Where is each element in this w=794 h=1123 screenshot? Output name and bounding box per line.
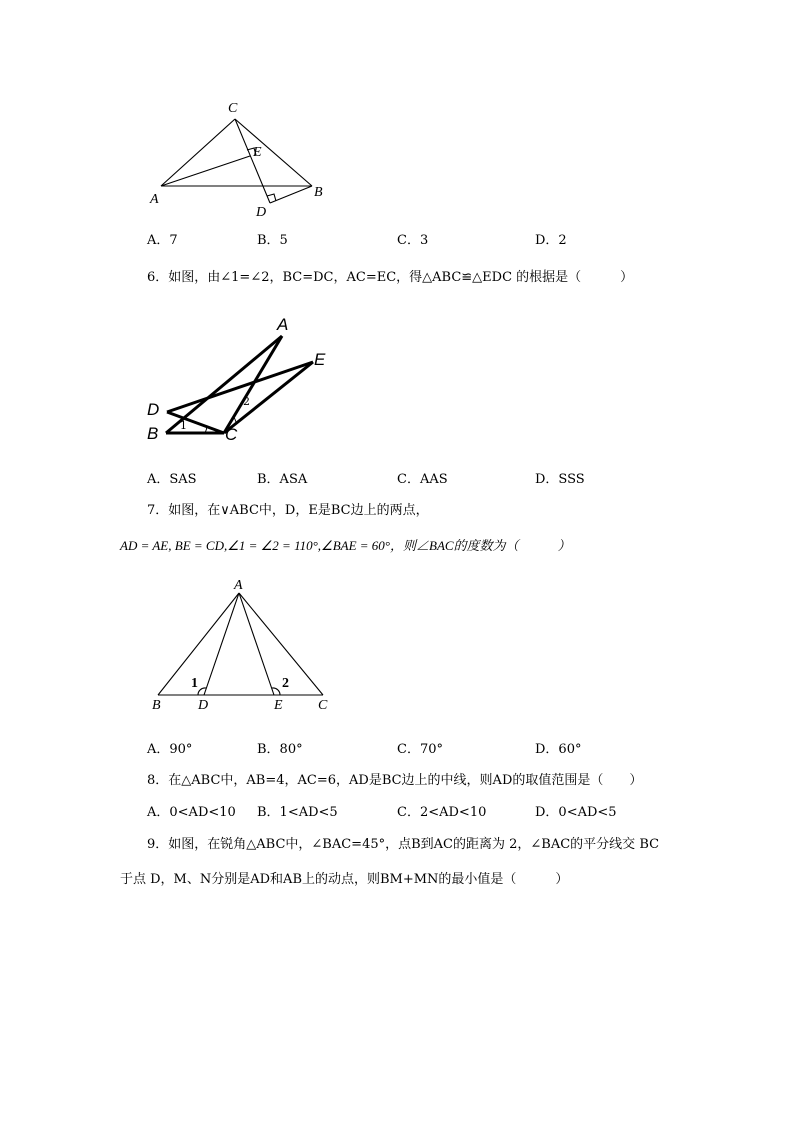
label-angle-2: 2	[243, 395, 250, 408]
option-b: B．ASA	[257, 472, 308, 487]
label-angle-1: 1	[180, 419, 187, 432]
label-point-a: A	[234, 578, 243, 593]
option-c: C．2<AD<10	[397, 805, 487, 820]
option-d: D．60°	[535, 742, 582, 757]
label-point-d: D	[198, 698, 209, 713]
question-9-line1: 9．如图，在锐角△ABC中，∠BAC=45°，点B到AC的距离为 2，∠BAC的平分线交 BC	[147, 837, 660, 852]
label-point-b: B	[147, 424, 159, 443]
option-d: D．SSS	[535, 472, 585, 487]
label-point-e: E	[314, 350, 326, 369]
label-point-c: C	[318, 698, 328, 713]
label-point-e: E	[274, 698, 283, 713]
question-7-line1: 7．如图，在∨ABC中，D，E是BC边上的两点，	[147, 503, 429, 518]
question-9-line2: 于点 D，M、N分别是AD和AB上的动点，则BM+MN的最小值是（ ）	[120, 872, 569, 887]
label-point-a: A	[277, 315, 289, 334]
option-b: B．80°	[257, 742, 303, 757]
option-b: B．1<AD<5	[257, 805, 338, 820]
label-angle-1: 1	[191, 676, 198, 691]
label-point-b: B	[314, 185, 323, 200]
label-point-c: C	[228, 101, 238, 116]
label-point-b: B	[152, 698, 161, 713]
option-c: C．70°	[397, 742, 443, 757]
option-a: A．7	[147, 233, 178, 248]
option-a: A．90°	[147, 742, 193, 757]
question-7-line2: AD = AE, BE = CD,∠1 = ∠2 = 110°,∠BAE = 60°，则∠BAC的度数为（ ）	[120, 538, 571, 553]
option-d: D．2	[535, 233, 567, 248]
option-a: A．SAS	[147, 472, 197, 487]
label-point-c: C	[225, 425, 238, 444]
question-6-text: 6．如图，由∠1=∠2，BC=DC，AC=EC，得△ABC≌△EDC 的根据是（ ）	[147, 270, 634, 285]
label-point-d: D	[147, 400, 160, 419]
option-b: B．5	[257, 233, 288, 248]
option-c: C．3	[397, 233, 429, 248]
label-point-a: A	[150, 192, 159, 207]
option-a: A．0<AD<10	[147, 805, 236, 820]
label-angle-2: 2	[282, 676, 289, 691]
label-point-e: E	[253, 145, 262, 160]
question-8-text: 8．在△ABC中，AB=4，AC=6，AD是BC边上的中线，则AD的取值范围是（ ）	[147, 773, 643, 788]
option-c: C．AAS	[397, 472, 448, 487]
label-point-d: D	[256, 205, 267, 220]
option-d: D．0<AD<5	[535, 805, 617, 820]
